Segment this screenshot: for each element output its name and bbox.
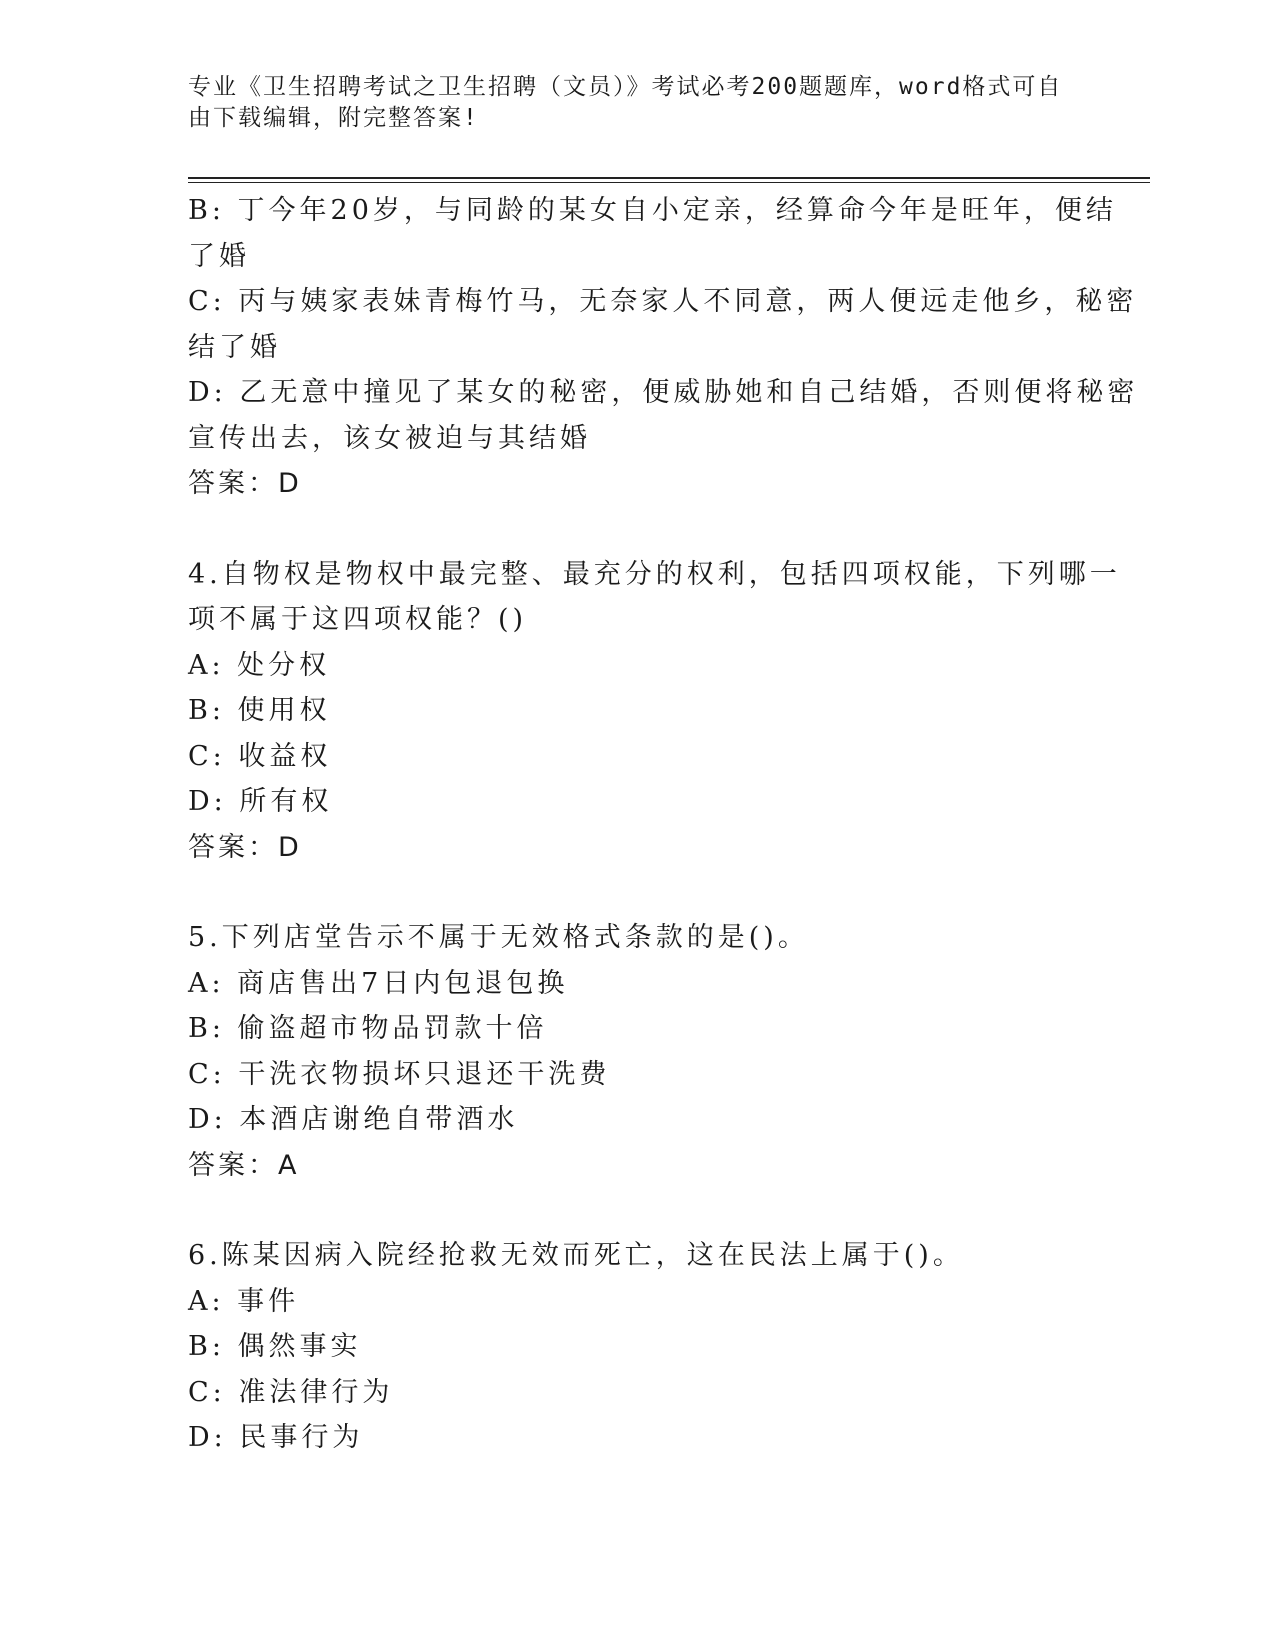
q4-option-a: A: 处分权 <box>188 649 331 681</box>
q3-answer: 答案：D <box>188 468 302 499</box>
header-divider-thick <box>188 177 1150 179</box>
q3-option-c-line-2: 结了婚 <box>188 331 281 363</box>
q6-option-d: D: 民事行为 <box>188 1422 364 1453</box>
q5-stem: 5.下列店堂告示不属于无效格式条款的是()。 <box>188 922 809 953</box>
q6-option-a: A: 事件 <box>188 1285 300 1317</box>
header-line-1: 专业《卫生招聘考试之卫生招聘（文员）》考试必考200题题库，word格式可自 <box>188 74 1063 100</box>
spacer <box>188 870 1068 915</box>
q4-stem-line-2: 项不属于这四项权能？() <box>188 604 528 635</box>
question-5 <box>188 915 1068 1188</box>
q3-option-d-line-2: 宣传出去，该女被迫与其结婚 <box>188 422 591 454</box>
q6-option-c: C: 准法律行为 <box>188 1376 394 1408</box>
q4-answer: 答案：D <box>188 831 302 863</box>
header-line-2: 由下载编辑，附完整答案! <box>188 105 479 131</box>
document-header <box>188 72 1068 134</box>
q3-option-d-line-1: D: 乙无意中撞见了某女的秘密，便威胁她和自己结婚，否则便将秘密 <box>188 377 1139 408</box>
q5-option-b: B: 偷盗超市物品罚款十倍 <box>188 1013 548 1044</box>
question-content <box>188 188 1139 1461</box>
q3-option-b-line-1: B: 丁今年20岁，与同龄的某女自小定亲，经算命今年是旺年，便结 <box>188 195 1117 226</box>
q3-option-b-line-2: 了婚 <box>188 240 250 272</box>
q5-option-d: D: 本酒店谢绝自带酒水 <box>188 1104 519 1135</box>
q5-answer: 答案：A <box>188 1149 300 1181</box>
q5-option-c: C: 干洗衣物损坏只退还干洗费 <box>188 1058 611 1090</box>
q6-option-b: B: 偶然事实 <box>188 1331 362 1362</box>
q4-stem-line-1: 4.自物权是物权中最完整、最充分的权利，包括四项权能，下列哪一 <box>188 558 1121 590</box>
q4-option-c: C: 收益权 <box>188 740 332 772</box>
spacer <box>188 1188 1068 1233</box>
q5-option-a: A: 商店售出7日内包退包换 <box>188 967 569 999</box>
q6-stem: 6.陈某因病入院经抢救无效而死亡，这在民法上属于()。 <box>188 1240 964 1271</box>
q3-option-c-line-1: C: 丙与姨家表妹青梅竹马，无奈家人不同意，两人便远走他乡，秘密 <box>188 286 1138 317</box>
q4-option-b: B: 使用权 <box>188 695 331 726</box>
question-6 <box>188 1233 1068 1461</box>
header-divider-thin <box>188 182 1150 183</box>
q4-option-d: D: 所有权 <box>188 786 333 817</box>
question-4 <box>188 552 1121 871</box>
question-3-tail <box>188 188 1139 507</box>
spacer <box>188 507 1068 552</box>
